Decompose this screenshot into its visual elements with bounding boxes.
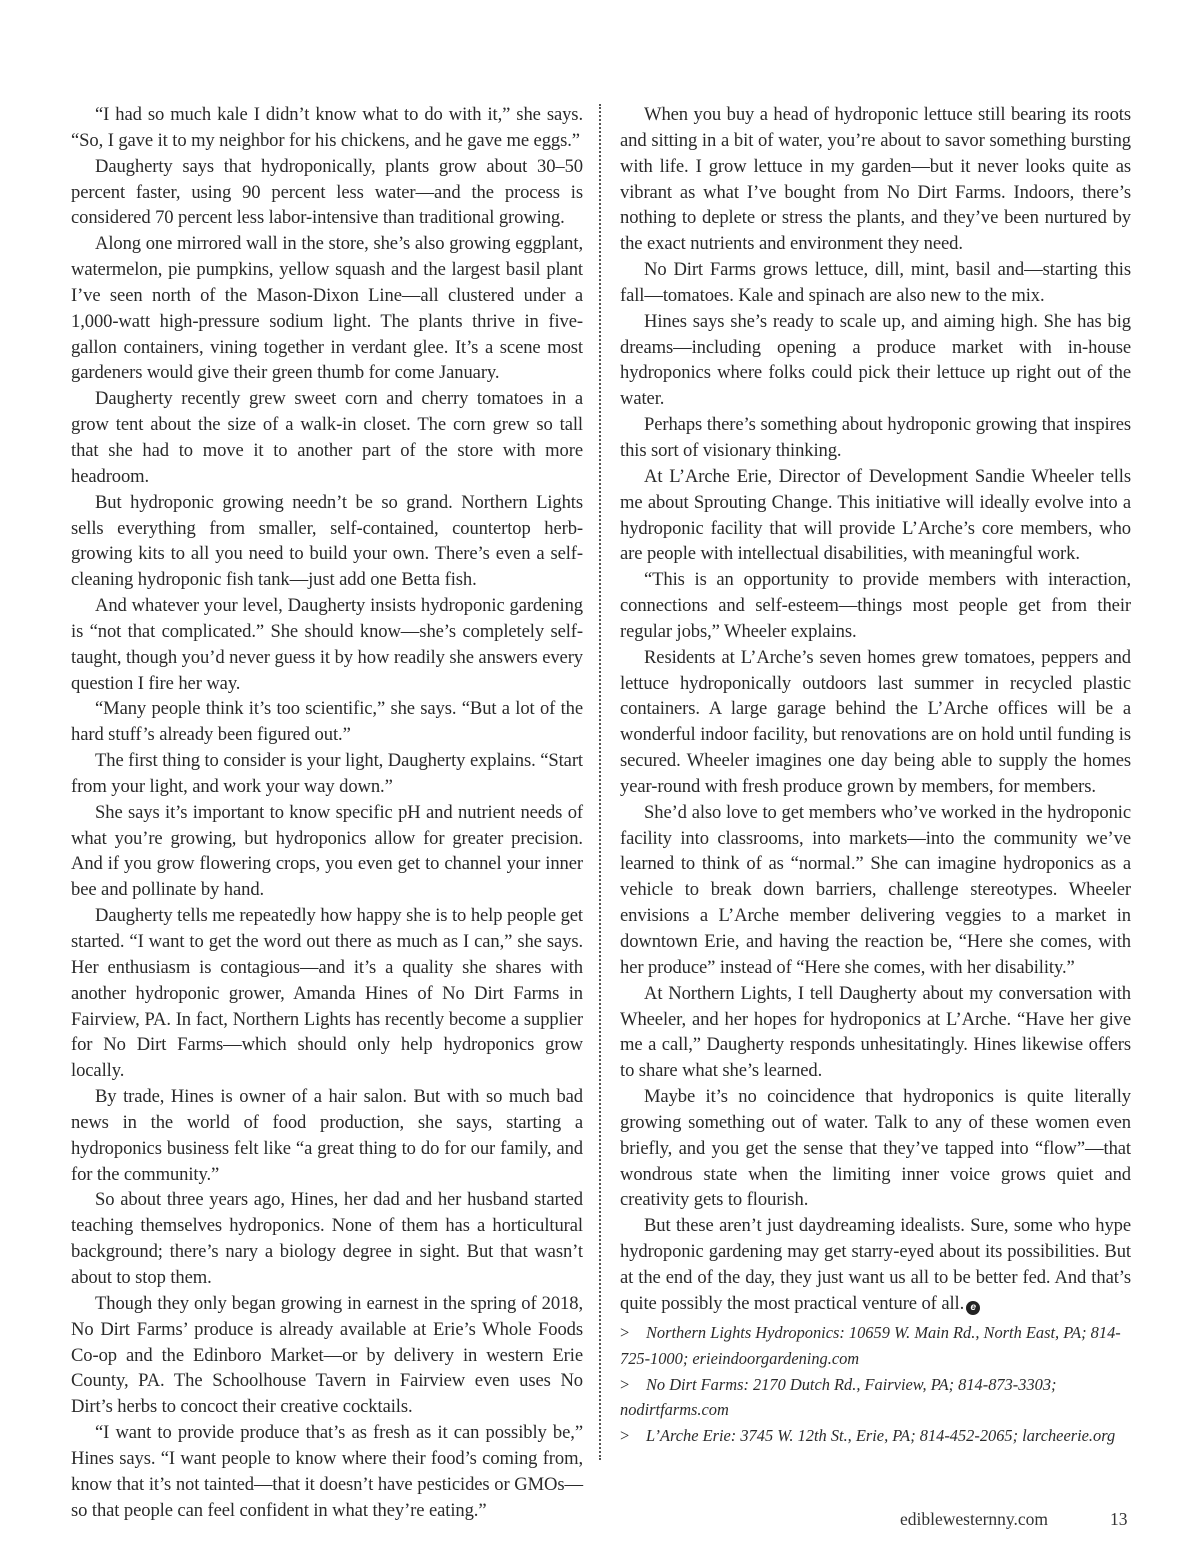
paragraph: Daugherty tells me repeatedly how happy she is to help people get started. “I want to get the word out there as much as I can,” she says. Her enthusiasm is contagious—and it’s a quality she shares with another hydroponic grower, Amanda Hines of No Dirt Farms in Fairview, PA. In fact, Northern Lights has recently become a supplier for No Dirt Farms—which should only help hydroponics grow locally. xyxy=(71,905,583,1082)
resource-text: L’Arche Erie: 3745 W. 12th St., Erie, PA; 814-452-2065; larcheerie.org xyxy=(646,1426,1116,1446)
resource-text: No Dirt Farms: 2170 Dutch Rd., Fairview, PA; 814-873-3303; nodirtfarms.com xyxy=(620,1374,1057,1420)
resource-text: Northern Lights Hydroponics: 10659 W. Main Rd., North East, PA; 814-725-1000; erieindoorgardening.com xyxy=(620,1323,1121,1368)
paragraph: The first thing to consider is your light, Daugherty explains. “Start from your light, and work your way down.” xyxy=(71,750,583,797)
left-column xyxy=(71,102,583,1523)
resource-item xyxy=(620,1423,1140,1449)
paragraph: She’d also love to get members who’ve worked in the hydroponic facility into classrooms, into markets—into the community we’ve learned to think of as “normal.” She can imagine hydroponics as a vehicle to break down barriers, challenge stereotypes. Wheeler envisions a L’Arche member delivering veggies to a market in downtown Erie, and having the reaction be, “Here she comes, with her produce” instead of “Here she comes, with her disability.” xyxy=(620,801,1131,978)
resource-item xyxy=(620,1372,1140,1424)
footer-website: ediblewesternny.com xyxy=(900,1509,1049,1529)
paragraph: Daugherty recently grew sweet corn and cherry tomatoes in a grow tent about the size of a walk-in closet. The corn grew so tall that she had to move it to another part of the store with more headroom. xyxy=(71,388,583,487)
final-paragraph-text: But these aren’t just daydreaming idealists. Sure, some who hype hydroponic gardening may get starry-eyed about its possibilities. But at the end of the day, they just want us all to be better fed. And that’s quite possibly the most practical venture of all. xyxy=(620,1215,1131,1314)
right-column xyxy=(620,102,1131,1317)
paragraph: But hydroponic growing needn’t be so grand. Northern Lights sells everything from smaller, self-contained, countertop herb-growing kits to all you need to build your own. There’s even a self-cleaning hydroponic fish tank—just add one Betta fish. xyxy=(71,491,583,591)
paragraph: “This is an opportunity to provide members with interaction, connections and self-esteem—things most people get from their regular jobs,” Wheeler explains. xyxy=(620,569,1131,642)
paragraph: So about three years ago, Hines, her dad and her husband started teaching themselves hydroponics. None of them has a horticultural background; there’s nary a biology degree in sight. But that wasn’t about to stop them. xyxy=(71,1189,583,1288)
paragraph: “I had so much kale I didn’t know what to do with it,” she says. “So, I gave it to my neighbor for his chickens, and he gave me eggs.” xyxy=(71,104,583,151)
paragraph: Along one mirrored wall in the store, she’s also growing eggplant, watermelon, pie pumpkins, yellow squash and the largest basil plant I’ve seen north of the Mason-Dixon Line—all clustered under a 1,000-watt high-pressure sodium light. The plants thrive in five-gallon containers, vining together in verdant glee. It’s a scene most gardeners would give their green thumb for come January. xyxy=(71,233,583,384)
paragraph: And whatever your level, Daugherty insists hydroponic gardening is “not that complicated.” She should know—she’s completely self-taught, though you’d never guess it by how readily she answers every question I fire her way. xyxy=(71,595,583,694)
paragraph: When you buy a head of hydroponic lettuce still bearing its roots and sitting in a bit of water, you’re about to savor something bursting with life. I grow lettuce in my garden—but it never looks quite as vibrant as what I’ve bought from No Dirt Farms. Indoors, there’s nothing to deplete or stress the plants, and they’ve been nurtured by the exact nutrients and environment they need. xyxy=(620,104,1131,255)
end-mark-icon: e xyxy=(966,1301,980,1315)
paragraph: Daugherty says that hydroponically, plants grow about 30–50 percent faster, using 90 percent less water—and the process is considered 70 percent less labor-intensive than traditional growing. xyxy=(71,155,583,229)
paragraph: No Dirt Farms grows lettuce, dill, mint, basil and—starting this fall—tomatoes. Kale and spinach are also new to the mix. xyxy=(620,259,1131,306)
paragraph: Hines says she’s ready to scale up, and aiming high. She has big dreams—including opening a produce market with in-house hydroponics where folks could pick their lettuce up right out of the water. xyxy=(620,310,1131,410)
arrow-icon: > xyxy=(620,1426,630,1446)
paragraph: At L’Arche Erie, Director of Development Sandie Wheeler tells me about Sprouting Change. This initiative will ideally evolve into a hydroponic facility that will provide L’Arche’s core members, who are people with intellectual disabilities, with meaningful work. xyxy=(620,465,1131,565)
page-number: 13 xyxy=(1110,1509,1128,1529)
resource-item xyxy=(620,1320,1140,1372)
arrow-icon: > xyxy=(620,1374,630,1394)
paragraph: “I want to provide produce that’s as fresh as it can possibly be,” Hines says. “I want people to know where their food’s coming from, know that it’s not tainted—that it doesn’t have pesticides or GMOs—so that people can feel confident in what they’re eating.” xyxy=(71,1422,583,1521)
resource-list xyxy=(620,1320,1140,1449)
final-paragraph xyxy=(620,1213,1131,1316)
paragraph: She says it’s important to know specific pH and nutrient needs of what you’re growing, but hydroponics allow for greater precision. And if you grow flowering crops, you even get to channel your inner bee and pollinate by hand. xyxy=(71,801,583,901)
paragraph: Perhaps there’s something about hydroponic growing that inspires this sort of visionary thinking. xyxy=(620,414,1131,461)
paragraph: Maybe it’s no coincidence that hydroponics is quite literally growing something out of water. Talk to any of these women even briefly, and you get the sense that they’ve tapped into “flow”—that wondrous state when the limiting inner voice grows quiet and creativity gets to flourish. xyxy=(620,1086,1131,1211)
paragraph: By trade, Hines is owner of a hair salon. But with so much bad news in the world of food production, she says, starting a hydroponics business felt like “a great thing to do for our family, and for the community.” xyxy=(71,1086,583,1185)
column-divider xyxy=(599,104,601,1460)
paragraph: Though they only began growing in earnest in the spring of 2018, No Dirt Farms’ produce is already available at Erie’s Whole Foods Co-op and the Edinboro Market—or by delivery in western Erie County, PA. The Schoolhouse Tavern in Fairview even uses No Dirt’s herbs to concoct their creative cocktails. xyxy=(71,1292,583,1418)
paragraph: Residents at L’Arche’s seven homes grew tomatoes, peppers and lettuce hydroponically outdoors last summer in recycled plastic containers. A large garage behind the L’Arche offices will be a wonderful indoor facility, but renovations are on hold until funding is secured. Wheeler imagines one day being able to supply the homes year-round with fresh produce grown by members, for members. xyxy=(620,646,1131,797)
arrow-icon: > xyxy=(620,1323,630,1342)
paragraph: At Northern Lights, I tell Daugherty about my conversation with Wheeler, and her hopes for hydroponics at L’Arche. “Have her give me a call,” Daugherty responds unhesitatingly. Hines likewise offers to share what she’s learned. xyxy=(620,982,1131,1082)
paragraph: “Many people think it’s too scientific,” she says. “But a lot of the hard stuff’s already been figured out.” xyxy=(71,698,583,746)
